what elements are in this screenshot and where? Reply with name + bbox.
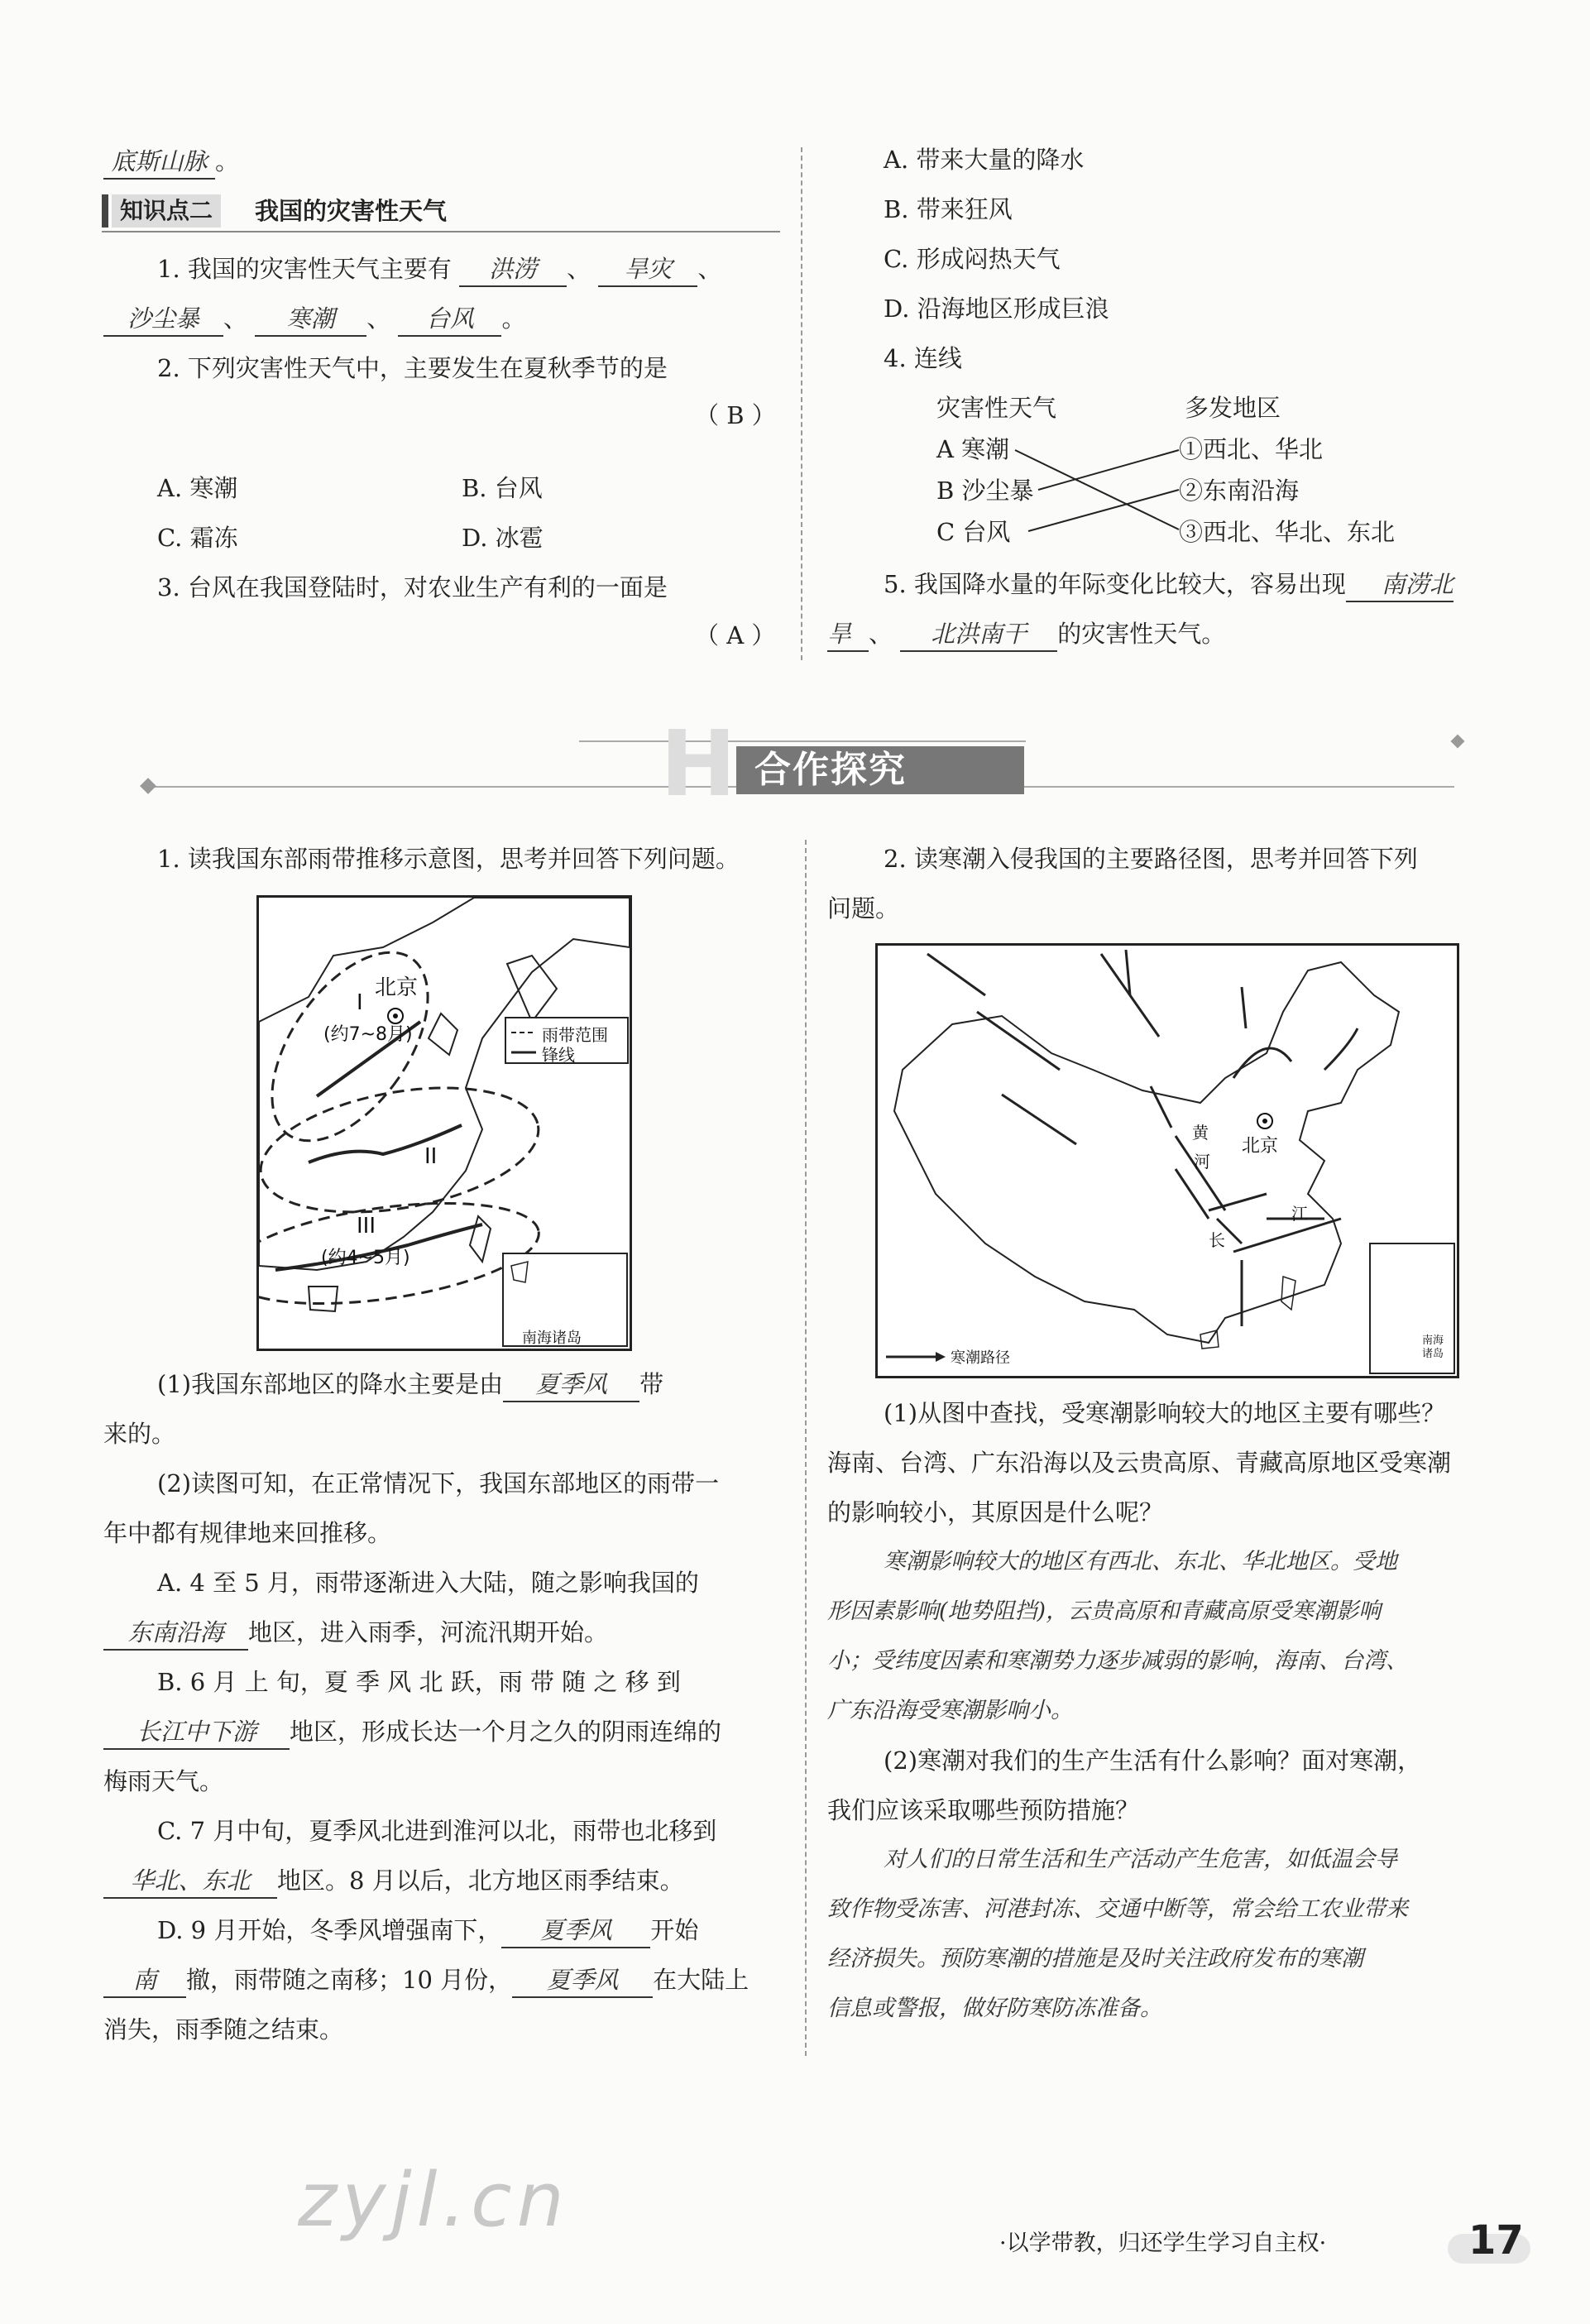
right-a1-line2: 形因素影响(地势阻挡)，云贵高原和青藏高原受寒潮影响 (827, 1598, 1382, 1624)
rainbelt-map-drawing (259, 898, 630, 1349)
q1-line2: 沙尘暴 、 寒潮 、 台风 。 (103, 302, 525, 337)
page-number: 17 (1468, 2217, 1524, 2264)
column-divider-top (801, 147, 802, 660)
q2-text: 2. 下列灾害性天气中，主要发生在夏秋季节的是 (157, 354, 668, 382)
footer-slogan: ·以学带教，归还学生学习自主权· (999, 2231, 1327, 2256)
watermark: zyjl.cn (298, 2157, 569, 2244)
right-p2-line2: 我们应该采取哪些预防措施？ (827, 1796, 1140, 1824)
left-p1-line1: (1)我国东部地区的降水主要是由 夏季风 带 (157, 1368, 663, 1402)
q4-left-a: A 寒潮 (936, 435, 1010, 463)
map1-legend-front: 锋线 (542, 1045, 575, 1065)
left-pA-line2: 东南沿海 地区，进入雨季，河流汛期开始。 (103, 1616, 608, 1651)
map2-river-chang: 长 (1209, 1230, 1225, 1250)
column-divider-bottom (805, 840, 807, 2056)
right-p1-line3: 的影响较小，其原因是什么呢？ (827, 1498, 1164, 1526)
right-p2-line1: (2)寒潮对我们的生产生活有什么影响？面对寒潮， (884, 1747, 1422, 1775)
right-p1-line1: (1)从图中查找，受寒潮影响较大的地区主要有哪些？ (884, 1399, 1446, 1427)
left-pD-line2: 南 撤，雨带随之南移；10 月份， 夏季风 在大陆上 (103, 1963, 749, 1998)
map1-zone2: II (424, 1144, 438, 1169)
map2-inset-label: 南海诸岛 (1422, 1335, 1444, 1360)
q3-text: 3. 台风在我国登陆时，对农业生产有利的一面是 (157, 573, 668, 601)
banner-box (736, 746, 1024, 794)
map1-zone1: I (357, 990, 363, 1015)
left-p1-line2: 来的。 (103, 1420, 176, 1448)
left-pD-line1: D. 9 月开始，冬季风增强南下， 夏季风 开始 (157, 1914, 698, 1948)
q3-option-b: B. 带来狂风 (884, 195, 1013, 223)
banner-title: 合作探究 (754, 749, 907, 791)
coldwave-map (875, 943, 1459, 1378)
left-q-intro: 1. 读我国东部雨带推移示意图，思考并回答下列问题。 (157, 845, 740, 873)
map1-inset-label: 南海诸岛 (522, 1330, 582, 1347)
q5-line2: 旱 、 北洪南干 的灾害性天气。 (827, 617, 1225, 652)
q4-left-c: C 台风 (936, 518, 1011, 546)
right-a1-line4: 广东沿海受寒潮影响小。 (827, 1698, 1073, 1723)
section-heading (102, 193, 780, 232)
section-tag: 知识点二 (112, 194, 221, 228)
left-pC-line1: C. 7 月中旬，夏季风北进到淮河以北，雨带也北移到 (157, 1817, 717, 1845)
banner-diamond-left (140, 778, 156, 794)
right-p1-line2: 海南、台湾、广东沿海以及云贵高原、青藏高原地区受寒潮 (827, 1449, 1452, 1477)
map1-zone1-time: (约7~8月) (323, 1024, 413, 1045)
carryover-line: 底斯山脉 。 (103, 145, 239, 180)
right-a2-line2: 致作物受冻害、河港封冻、交通中断等，常会给工农业带来 (827, 1896, 1408, 1922)
map2-city-label: 北京 (1242, 1136, 1279, 1157)
left-pB-line3: 梅雨天气。 (103, 1767, 224, 1795)
right-a2-line4: 信息或警报，做好防寒防冻准备。 (827, 1996, 1162, 2021)
map2-legend: 寒潮路径 (951, 1349, 1010, 1367)
left-pD-line3: 消失，雨季随之结束。 (103, 2015, 344, 2044)
banner-rule-top (579, 740, 1026, 742)
banner-letter: H (660, 711, 737, 817)
left-pC-line2: 华北、东北 地区。8 月以后，北方地区雨季结束。 (103, 1864, 684, 1899)
section-title: 我国的灾害性天气 (255, 197, 448, 225)
coldwave-map-drawing (878, 946, 1457, 1376)
q4-right-3: ③西北、华北、东北 (1179, 518, 1396, 546)
right-a2-line3: 经济损失。预防寒潮的措施是及时关注政府发布的寒潮 (827, 1946, 1363, 1972)
map1-city-label: 北京 (375, 975, 419, 1000)
q2-option-b: B. 台风 (462, 474, 543, 502)
banner-diamond-right (1451, 735, 1465, 749)
map2-river-jiang: 江 (1291, 1204, 1308, 1224)
q2-option-a: A. 寒潮 (157, 474, 238, 502)
right-q-intro-1: 2. 读寒潮入侵我国的主要路径图，思考并回答下列 (884, 845, 1418, 873)
map1-zone3: III (357, 1214, 376, 1239)
q2-option-c: C. 霜冻 (157, 524, 238, 552)
q3-option-a: A. 带来大量的降水 (884, 146, 1085, 174)
left-p2-line1: (2)读图可知，在正常情况下，我国东部地区的雨带一 (157, 1469, 720, 1497)
q3-option-d: D. 沿海地区形成巨浪 (884, 295, 1109, 323)
q2-answer: （ B ） (695, 401, 776, 429)
q5-line1: 5. 我国降水量的年际变化比较大，容易出现 南涝北 (884, 568, 1454, 602)
rainbelt-map (256, 895, 632, 1351)
right-a2-line1: 对人们的日常生活和生产活动产生危害，如低温会导 (884, 1847, 1397, 1872)
q3-option-c: C. 形成闷热天气 (884, 245, 1061, 273)
q4-col2: 多发地区 (1185, 394, 1281, 422)
map1-legend-rainbelt: 雨带范围 (542, 1025, 608, 1045)
q4-right-1: ①西北、华北 (1179, 435, 1324, 463)
q2-option-d: D. 冰雹 (462, 524, 544, 552)
right-a1-line1: 寒潮影响较大的地区有西北、东北、华北地区。受地 (884, 1549, 1397, 1574)
left-pB-line1: B. 6 月 上 旬，夏 季 风 北 跃，雨 带 随 之 移 到 (157, 1668, 681, 1696)
left-pA-line1: A. 4 至 5 月，雨带逐渐进入大陆，随之影响我国的 (157, 1569, 699, 1597)
q4-col1: 灾害性天气 (936, 394, 1057, 422)
map1-zone3-time: (约4~5月) (321, 1248, 410, 1268)
map2-river-he: 河 (1194, 1152, 1210, 1172)
left-pB-line2: 长江中下游 地区，形成长达一个月之久的阴雨连绵的 (103, 1715, 721, 1750)
q1-line1: 1. 我国的灾害性天气主要有 洪涝 、 旱灾 、 (157, 252, 721, 287)
q4-right-2: ②东南沿海 (1179, 477, 1300, 505)
q3-answer: （ A ） (695, 621, 776, 649)
q4-matching-lines (1013, 430, 1187, 554)
q4-left-b: B 沙尘暴 (936, 477, 1034, 505)
right-a1-line3: 小；受纬度因素和寒潮势力逐步减弱的影响，海南、台湾、 (827, 1648, 1408, 1674)
map2-river-huang: 黄 (1192, 1123, 1209, 1143)
q4-text: 4. 连线 (884, 344, 962, 372)
right-q-intro-2: 问题。 (827, 894, 900, 922)
left-p2-line2: 年中都有规律地来回推移。 (103, 1519, 392, 1547)
